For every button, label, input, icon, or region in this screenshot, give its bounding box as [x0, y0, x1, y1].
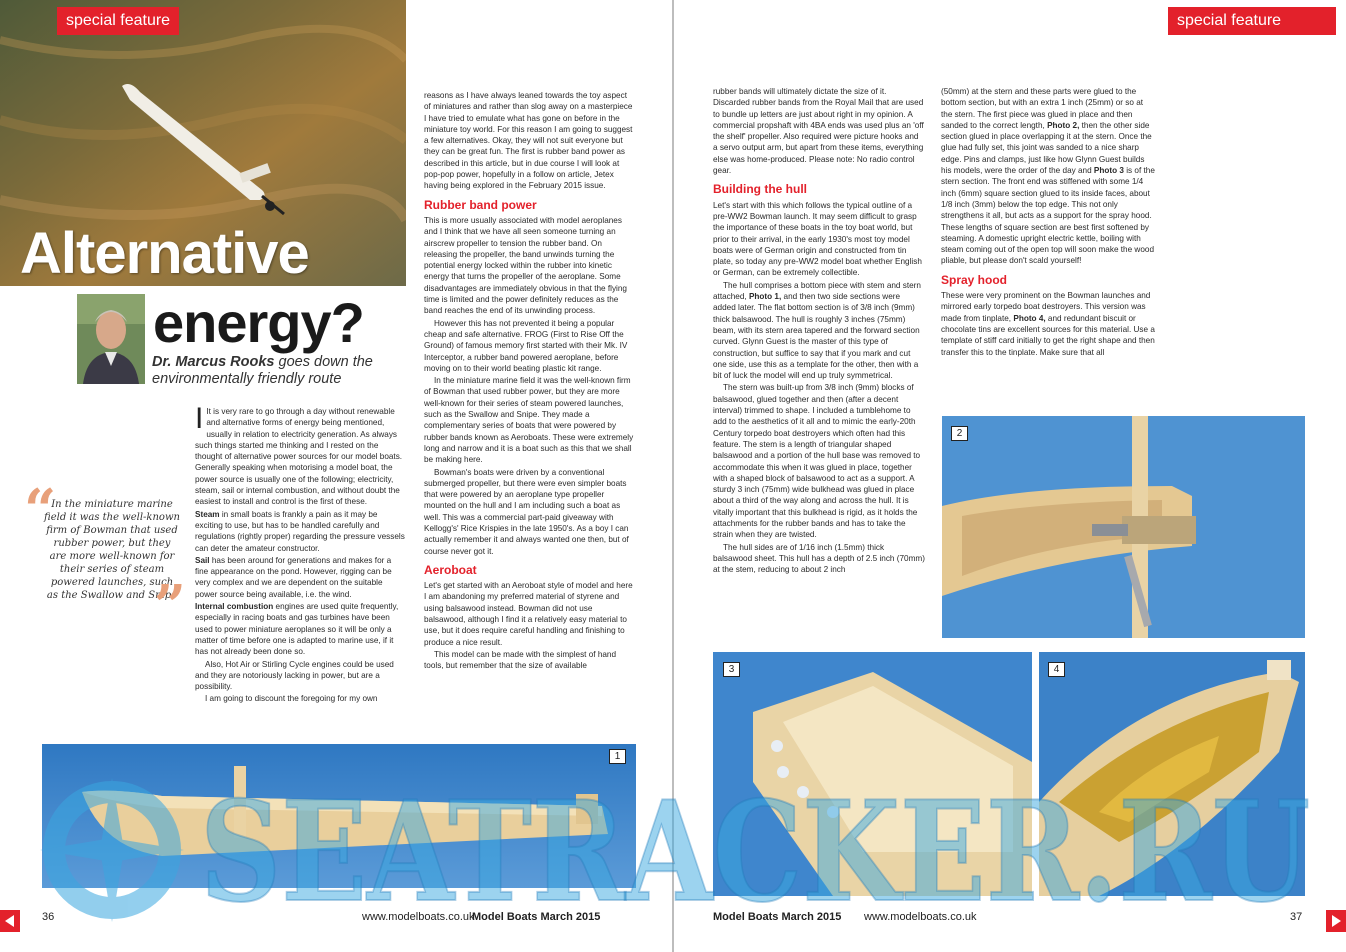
magazine-issue: Model Boats March 2015	[713, 911, 842, 923]
pull-quote-text: In the miniature marine field it was the well-known firm of Bowman that used rubber power, but they are more well-known for their series of steam powered launches, such as the Swallow and Snipe	[44, 499, 180, 601]
paragraph-text: in small boats is frankly a pain as it may be exciting to use, but has to be handled carefully and regulations (rightly proper) regarding the pressure vessels can deter the amateur constructor.	[195, 509, 405, 553]
body-paragraph: However this has not prevented it being a popular cheap and safe alternative. FROG (First to Rise Off the Ground) of famous memory first started with their Mk. IV Interceptor, a rubber band powered aeroplane, before moving on to their world beating plastic kit range.	[424, 318, 628, 373]
paragraph-text: and then two side sections were added later. The flat bottom section is of 3/8 inch (9mm) thick balsawood. The hull is roughly 3 inches (75mm) beam, with its stern area tapered and the forward section curved. Glynn Guest is the master of this type of construction, but suffice to say that if you mark and cut one side, use this as a template for the other, then with a bit of luck the model will end up truly symmetrical.	[713, 292, 920, 381]
section-heading: Rubber band power	[424, 197, 537, 212]
photo-ref: Photo 3	[1093, 166, 1124, 176]
magazine-issue: Model Boats March 2015	[472, 911, 601, 923]
photo-1-hull	[42, 744, 636, 888]
paragraph-text: (50mm) at the stern and these parts were glued to the bottom section, but with an extra 1 inch (25mm) or so at the stern. The first piece was glued in place and then sanded to the correct length,	[941, 87, 1144, 130]
footer-url[interactable]: www.modelboats.co.uk	[864, 911, 977, 923]
quote-open-icon: “	[24, 477, 57, 543]
next-page-button[interactable]	[1326, 910, 1346, 932]
arrow-left-icon	[5, 915, 14, 927]
paragraph-text: It is very rare to go through a day without renewable and alternative forms of energy being mentioned, usually in relation to electricity generation. As always such things started me thinking and I rested on the thought of alternative power sources for our model boats. Generally speaking when motorising a model boat, the power source is usually one of the following; electricity, steam, sail or internal combustion, and without doubt the easiest to install and control is the first of these.	[195, 407, 403, 507]
headline-line2: energy?	[153, 291, 364, 354]
body-paragraph: rubber bands will ultimately dictate the size of it. Discarded rubber bands from the Royal Mail that are used to bundle up letters are just about right in my opinion. A commercial propshaft with 4BA ends was used plus an 'off the shelf' propeller. Also required were picture hooks and a servo output arm, but apart from these items, everything else was home-produced. Please note: No radio control gear.	[713, 87, 924, 176]
run-in-heading: Internal combustion	[195, 602, 274, 612]
body-paragraph	[713, 280, 925, 382]
body-paragraph: This model can be made with the simplest of hand tools, but remember that the size of available	[424, 649, 617, 671]
photo-number-label: 1	[609, 749, 626, 764]
headline-line1: Alternative	[20, 221, 309, 286]
footer-magazine	[472, 911, 600, 923]
footer-magazine	[713, 911, 841, 923]
photo-ref: Photo 1,	[748, 292, 782, 302]
photo-ref: Photo 4,	[1013, 313, 1046, 323]
arrow-right-icon	[1332, 915, 1341, 927]
body-paragraph: Bowman's boats were driven by a conventional submerged propeller, but there were even simpler boats that were powered by an aeroplane type propeller mounted on the hull and I am including such a boat as well. This was a commercial part-paid giveaway with Kellogg's' Rice Krispies in the late 1950's. As a boy I can actually remember it and always wanted one then, but of course never got it.	[424, 467, 629, 556]
body-column-2	[424, 90, 636, 736]
body-paragraph: I am going to discount the foregoing for my own	[205, 694, 378, 704]
body-paragraph	[195, 555, 405, 600]
body-paragraph	[195, 509, 405, 554]
run-in-heading: Steam	[195, 509, 220, 519]
run-in-heading: Sail	[195, 555, 210, 565]
body-paragraph: Let's get started with an Aeroboat style of model and here I am abandoning my preferred material of styrene and using balsawood instead. Bowman did not use balsawood, although I find it a relatively easy material to use, but it does require careful handling and finishing to produce a nice result.	[424, 581, 633, 647]
page-number: 37	[1290, 911, 1303, 923]
photo-number-label: 2	[951, 426, 968, 441]
page-number: 36	[42, 911, 55, 923]
paragraph-text: and redundant biscuit or chocolate tins are excellent sources for this material. Use a template of stiff card initially to get the right shape and then transfer this to the tinplate. Make sure that all	[941, 313, 1155, 357]
photo-number-label: 3	[723, 662, 740, 677]
body-paragraph	[195, 601, 405, 657]
photo-4-spray-hood	[1039, 652, 1305, 896]
pull-quote	[24, 477, 186, 639]
section-tag: special feature	[1168, 7, 1336, 35]
paragraph-text: The hull comprises a bottom piece with stem and stern attached,	[713, 280, 921, 302]
paragraph-text: These were very prominent on the Bowman launches and mirrored early torpedo boat destroyers. This version was made from tinplate,	[941, 291, 1151, 323]
body-column-3	[713, 86, 925, 646]
body-paragraph	[941, 290, 1155, 358]
body-paragraph: Let's start with this which follows the typical outline of a pre-WW2 Bowman launch. It may seem difficult to grasp the importance of these boats in the toy boat world, but prior to their arrival, in the early 1930's most toy model boats were of German origin and constructed from tin plate, so today any pre-WW2 model boat whether English or German, can be extremely collectible.	[713, 200, 922, 278]
footer-url[interactable]: www.modelboats.co.uk	[362, 911, 475, 923]
right-page	[674, 0, 1346, 952]
byline	[152, 354, 402, 388]
photo-number-label: 4	[1048, 662, 1065, 677]
body-paragraph: Also, Hot Air or Stirling Cycle engines could be used and they are notoriously lacking in power, but are a possibility.	[195, 659, 394, 692]
byline-text: goes down the environmentally friendly route	[152, 354, 373, 387]
body-paragraph: In the miniature marine field it was the well-known firm of Bowman that used rubber power, but they are more well-known for their series of steam powered launches, such as the Swallow and Snipe. They made a complementary series of boats that were powered by rubber bands known as Aeroboats. These were extremely long and narrow and it is a boat such as this that we shall be making here.	[424, 376, 634, 465]
section-tag: special feature	[57, 7, 179, 35]
section-heading: Building the hull	[713, 182, 807, 197]
drop-cap: I	[195, 406, 204, 435]
paragraph-text: then the other side section glued in place overlapping it at the stern. Once the glue had fully set, this joint was sanded to a nice sharp edge. Pins and clamps, just like how Glynn Guest builds his models, were the order of the day and	[941, 120, 1152, 176]
body-column-1	[195, 406, 405, 736]
left-page	[0, 0, 672, 952]
photo-3-stern-section	[713, 652, 1032, 896]
author-name: Dr. Marcus Rooks	[152, 354, 275, 370]
body-paragraph: reasons as I have always leaned towards the toy aspect of miniatures and rather than slog away on a masterpiece I have tried to emulate what has gone on before in the miniature toy world. For this reason I am going to suggest a few alternatives. Okay, they will not suit everyone but they can be great fun. The first is rubber band power as described in this article, but in due course I will look at pop-pop power, hopefully in a follow on article, Jetex having being explored in the February 2015 issue.	[424, 91, 633, 191]
photo-ref: Photo 2,	[1047, 120, 1080, 130]
prev-page-button[interactable]	[0, 910, 20, 932]
body-paragraph: The stern was built-up from 3/8 inch (9mm) blocks of balsawood, glued together and then (after a decent interval) trimmed to shape. I included a tumblehome to add to the aesthetics of it all and to mimic the early-20th Century torpedo boat destroyers which often had this feature. The stem is a length of triangular shaped balsawood and a portion of the hull base was removed to accommodate this when it was glued in place, together with a shaped block of balsawood to act as a support. A sturdy 3 inch (75mm) wide bulkhead was glued in place about a third of the way along and across the hull. It is vitally important that this bulkhead is rigid, as it holds the attachments for the rubber bands and has to take the strain when they are twisted.	[713, 383, 921, 540]
paragraph-text: engines are used quite frequently, especially in racing boats and gas turbines have been used to power miniature aeroplanes so it will be only a matter of time before one is adapted to marine use, if it has not already been done so.	[195, 602, 399, 657]
body-paragraph	[195, 406, 405, 508]
photo-2-stern-clamp	[942, 416, 1305, 638]
quote-close-icon: ”	[153, 573, 186, 639]
author-photo	[77, 294, 145, 384]
watermark-text: SEATRACKER.RU	[200, 772, 1310, 928]
section-heading: Aeroboat	[424, 562, 477, 577]
body-column-4	[941, 86, 1155, 406]
body-paragraph	[941, 86, 1155, 267]
paragraph-text: has been around for generations and makes for a fine appearance on the pond. However, rigging can be very complex and we are dependent on the suitable power source being available, i.e. the wind.	[195, 555, 392, 599]
body-paragraph: This is more usually associated with model aeroplanes and I think that we have all seen someone turning an airscrew propeller to tension the rubber band. On releasing the propeller, the band unwinds turning the potential energy locked within the rubber into kinetic energy that turns the propeller of the aeroplane. Some disadvantages are immediately obvious in that the flying time is limited and the power definitely reduces as the band reaches the end of its unwinding process.	[424, 215, 627, 316]
paragraph-text: is of the stern section. The front end was stiffened with some 1/4 inch (6mm) square section glued to its inside faces, about 1/8 inch (3mm) below the top edge. This not only strengthens it all, but acts as a support for the spray hood. These lengths of square section are best first softened by steaming. A domestic upright electric kettle, boiling with steam coming out of the open top will soon make the wood pliable, but please don't scald yourself!	[941, 166, 1155, 266]
section-heading: Spray hood	[941, 272, 1008, 287]
body-paragraph: The hull sides are of 1/16 inch (1.5mm) thick balsawood sheet. This hull has a depth of 2.5 inch (70mm) at the stem, reducing to about 2 inch	[713, 542, 925, 575]
